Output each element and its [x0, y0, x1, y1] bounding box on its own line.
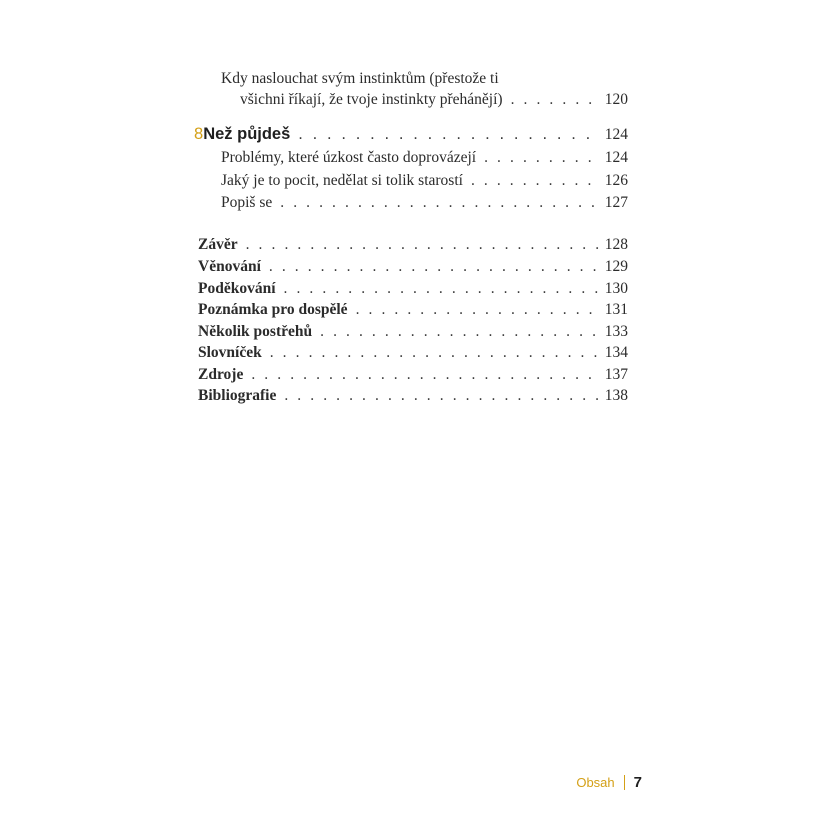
toc-page-number: 129 [604, 258, 628, 275]
dot-leader [269, 257, 599, 277]
dot-leader [251, 365, 598, 385]
toc-subentry [221, 171, 628, 191]
toc-entry-label: Popiš se [221, 194, 273, 211]
toc-backmatter-entry [198, 300, 628, 320]
toc-page-number: 126 [604, 172, 628, 189]
dot-leader [484, 148, 599, 168]
toc-entry-label: Jaký je to pocit, nedělat si tolik starostí [221, 172, 463, 189]
toc-chapter-8 [194, 124, 628, 145]
toc-entry-label: Poděkování [198, 280, 276, 297]
dot-leader [511, 90, 599, 110]
toc-page-number: 131 [604, 301, 628, 318]
toc-entry-label: Problémy, které úzkost často doprovázejí [221, 149, 477, 166]
toc-page-number: 124 [604, 149, 628, 166]
toc-entry-line-1: Kdy naslouchat svým instinktům (přestože ti [221, 70, 499, 87]
page-footer [576, 774, 642, 791]
toc-page-number: 138 [604, 387, 628, 404]
toc-backmatter-entry [198, 279, 628, 299]
toc-page-number: 130 [604, 280, 628, 297]
toc-subentry [221, 193, 628, 213]
footer-page-number: 7 [633, 774, 642, 791]
chapter-title: Než půjdeš [203, 125, 291, 143]
toc-entry-label: Zdroje [198, 366, 244, 383]
toc-entry-label: Věnování [198, 258, 261, 275]
toc-page-number: 134 [604, 344, 628, 361]
dot-leader [246, 235, 599, 255]
toc-entry-label: Závěr [198, 236, 238, 253]
toc-backmatter-entry [198, 257, 628, 277]
dot-leader [298, 124, 598, 144]
toc-entry-label: Několik postřehů [198, 323, 313, 340]
dot-leader [320, 322, 599, 342]
toc-page-number: 137 [604, 366, 628, 383]
dot-leader [356, 300, 599, 320]
toc-page-number: 128 [604, 236, 628, 253]
toc-entry-label: Poznámka pro dospělé [198, 301, 348, 318]
dot-leader [284, 386, 598, 406]
toc-backmatter-entry [198, 322, 628, 342]
chapter-number: 8 [194, 125, 204, 143]
toc-entry-label: Slovníček [198, 344, 262, 361]
toc-backmatter-entry [198, 386, 628, 406]
toc-page-number: 124 [604, 126, 628, 143]
toc-backmatter-entry [198, 343, 628, 363]
footer-section-label: Obsah [576, 775, 615, 790]
dot-leader [471, 171, 599, 191]
dot-leader [284, 279, 599, 299]
dot-leader [280, 193, 599, 213]
toc-page-number: 133 [604, 323, 628, 340]
toc-entry-instincts [240, 90, 628, 110]
toc-entry-label: Bibliografie [198, 387, 277, 404]
toc-entry-label: všichni říkají, že tvoje instinkty přehánějí) [240, 91, 503, 108]
toc-page-number: 120 [604, 91, 628, 108]
dot-leader [270, 343, 599, 363]
toc-backmatter-entry [198, 235, 628, 255]
toc-backmatter-entry [198, 365, 628, 385]
footer-divider [624, 775, 625, 790]
toc-subentry [221, 148, 628, 168]
toc-page-number: 127 [604, 194, 628, 211]
